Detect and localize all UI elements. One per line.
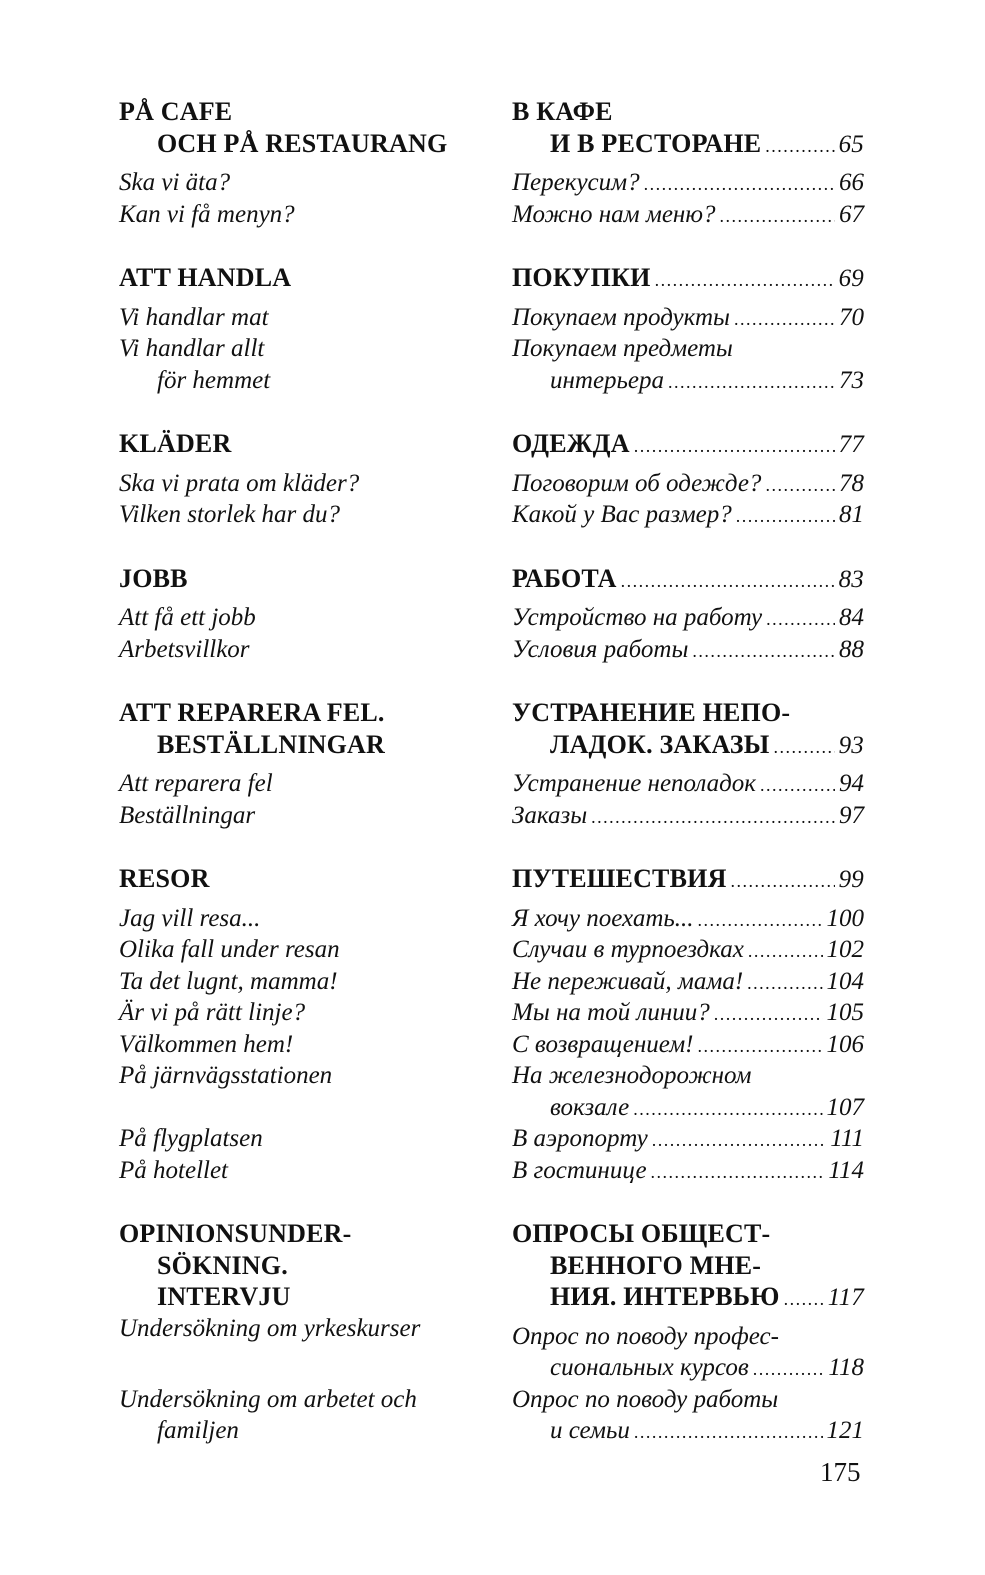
section-title: ПОКУПКИ: [512, 263, 651, 292]
section-title: ATT REPARERA FEL.: [119, 698, 385, 727]
page-ref: 107: [826, 1093, 864, 1121]
page-ref: 83: [838, 565, 864, 593]
page-ref: 88: [839, 635, 864, 663]
leader-dots: [731, 866, 835, 898]
toc-item: В аэропорту: [512, 1125, 648, 1152]
section-title: НИЯ. ИНТЕРВЬЮ: [550, 1282, 780, 1311]
toc-entry[interactable]: [512, 428, 864, 460]
leader-dots: [766, 604, 835, 636]
section-title: УСТРАНЕНИЕ НЕПО-: [512, 698, 791, 727]
page-ref: 81: [839, 501, 864, 528]
leader-dots: [621, 566, 835, 598]
toc-right-column: [512, 96, 864, 1447]
leader-dots: [765, 131, 834, 163]
section-title: OCH PÅ RESTAURANG: [157, 128, 448, 158]
page-ref: 114: [828, 1156, 864, 1184]
section-title: ОПРОСЫ ОБЩЕСТ-: [512, 1219, 771, 1248]
toc-item: Опрос по поводу работы: [512, 1385, 779, 1413]
leader-dots: [644, 169, 835, 201]
leader-dots: [748, 936, 823, 968]
page-ref: 121: [826, 1417, 864, 1444]
page-number: 175: [820, 1457, 861, 1487]
toc-item: вокзале: [550, 1093, 630, 1121]
toc-item: Vi handlar mat: [119, 303, 269, 331]
section-title: В КАФЕ: [512, 97, 613, 126]
leader-dots: [698, 905, 823, 937]
section-title: SÖKNING.: [157, 1250, 288, 1280]
page-ref: 105: [826, 999, 864, 1026]
toc-entry[interactable]: [512, 1281, 864, 1313]
toc-item: интерьера: [550, 366, 665, 394]
section-title: ОДЕЖДА: [512, 429, 630, 458]
leader-dots: [655, 265, 835, 297]
toc-item: Ta det lugnt, mamma!: [119, 967, 338, 995]
spacer: [119, 1352, 479, 1384]
toc-entry[interactable]: [512, 997, 864, 1029]
toc-entry[interactable]: [512, 199, 864, 231]
section-title: РАБОТА: [512, 563, 617, 593]
page-ref: 78: [839, 469, 864, 497]
toc-item: Undersökning om arbetet och: [119, 1385, 417, 1413]
section-title: PÅ CAFE: [119, 97, 233, 126]
toc-item: Kan vi få menyn?: [119, 200, 295, 228]
toc-entry[interactable]: [512, 128, 864, 160]
toc-entry[interactable]: [512, 468, 864, 500]
toc-item: Покупаем предметы: [512, 335, 733, 362]
section-title: INTERVJU: [157, 1282, 291, 1311]
leader-dots: [634, 431, 835, 463]
toc-item: På flygplatsen: [119, 1125, 263, 1152]
toc-entry[interactable]: [512, 863, 864, 895]
toc-item: På hotellet: [119, 1156, 228, 1184]
leader-dots: [734, 304, 835, 336]
toc-entry[interactable]: [512, 563, 864, 595]
section-title: И В РЕСТОРАНЕ: [550, 128, 762, 158]
toc-item: Устранение неполадок: [512, 770, 756, 797]
toc-entry[interactable]: [512, 302, 864, 334]
toc-item: Заказы: [512, 801, 588, 829]
leader-dots: [697, 1031, 822, 1063]
leader-dots: [634, 1417, 823, 1449]
section-title: RESOR: [119, 864, 210, 893]
leader-dots: [719, 201, 835, 233]
toc-left-column: [119, 96, 479, 1447]
toc-item: familjen: [157, 1417, 239, 1444]
toc-item: Välkommen hem!: [119, 1030, 294, 1058]
toc-item: Можно нам меню?: [512, 200, 716, 228]
toc-entry[interactable]: [512, 602, 864, 634]
page-ref: 84: [839, 604, 864, 631]
toc-item: и семьи: [550, 1417, 630, 1444]
toc-item: Мы на той линии?: [512, 999, 710, 1026]
leader-dots: [747, 968, 822, 1000]
section-title: ВЕННОГО МНЕ-: [550, 1250, 762, 1280]
leader-dots: [651, 1157, 825, 1189]
page-ref: 102: [826, 936, 864, 963]
leader-dots: [773, 732, 834, 764]
page-ref: 67: [839, 200, 864, 228]
leader-dots: [736, 501, 835, 533]
toc-item: Beställningar: [119, 801, 256, 829]
toc-entry[interactable]: [512, 1123, 864, 1155]
toc-entry[interactable]: [512, 768, 864, 800]
section-title: ЛАДОК. ЗАКАЗЫ: [550, 729, 770, 759]
toc-item: Опрос по поводу профес-: [512, 1322, 779, 1350]
toc-entry[interactable]: [512, 365, 864, 397]
page-ref: 118: [828, 1354, 864, 1381]
leader-dots: [652, 1125, 826, 1157]
leader-dots: [760, 770, 835, 802]
toc-item: Är vi på rätt linje?: [119, 999, 306, 1026]
page-ref: 93: [838, 731, 864, 759]
section-title: JOBB: [119, 563, 188, 593]
toc-entry[interactable]: [512, 1029, 864, 1061]
leader-dots: [668, 367, 835, 399]
spacer: [119, 1092, 479, 1124]
page-ref: 100: [826, 904, 864, 932]
toc-item: Поговорим об одежде?: [512, 469, 762, 497]
leader-dots: [753, 1354, 825, 1386]
toc-item: Случаи в турпоездках: [512, 936, 744, 963]
toc-item: för hemmet: [157, 366, 271, 394]
toc-entry[interactable]: [512, 729, 864, 761]
page-ref: 70: [839, 303, 864, 331]
page-ref: 111: [830, 1125, 864, 1152]
toc-item: Покупаем продукты: [512, 303, 730, 331]
toc-item: Arbetsvillkor: [119, 635, 250, 663]
page-ref: 65: [838, 130, 864, 158]
toc-item: Не переживай, мама!: [512, 967, 744, 995]
toc-item: Ska vi äta?: [119, 169, 231, 196]
toc-item: Ska vi prata om kläder?: [119, 469, 360, 497]
leader-dots: [714, 999, 823, 1031]
toc-entry[interactable]: [512, 1352, 864, 1384]
toc-entry[interactable]: [512, 262, 864, 294]
leader-dots: [784, 1284, 824, 1316]
toc-entry[interactable]: [512, 634, 864, 666]
toc-entry[interactable]: [512, 167, 864, 199]
toc-item: Устройство на работу: [512, 604, 763, 631]
leader-dots: [692, 636, 835, 668]
section-title: KLÄDER: [119, 429, 232, 458]
toc-item: Att reparera fel: [119, 770, 273, 797]
toc-item: Jag vill resa...: [119, 904, 261, 932]
leader-dots: [633, 1094, 822, 1126]
page-ref: 77: [838, 431, 864, 458]
page-ref: 106: [826, 1030, 864, 1058]
page-ref: 97: [839, 801, 864, 829]
toc-item: На железнодорожном: [512, 1062, 752, 1089]
section-title: ATT HANDLA: [119, 263, 292, 292]
toc-item: В гостинице: [512, 1156, 647, 1184]
page-ref: 73: [839, 366, 864, 394]
toc-entry[interactable]: [512, 499, 864, 531]
toc-item: Перекусим?: [512, 169, 640, 196]
toc-entry[interactable]: [512, 800, 864, 832]
toc-item: Vi handlar allt: [119, 335, 265, 362]
page-ref: 66: [839, 169, 864, 196]
toc-item: På järnvägsstationen: [119, 1062, 333, 1089]
toc-entry[interactable]: [512, 903, 864, 935]
toc-entry[interactable]: [512, 934, 864, 966]
toc-item: С возвращением!: [512, 1030, 694, 1058]
page-ref: 104: [826, 967, 864, 995]
toc-item: Vilken storlek har du?: [119, 501, 341, 528]
toc-item: Undersökning om yrkeskurser: [119, 1314, 421, 1342]
toc-entry[interactable]: [512, 1415, 864, 1447]
toc-entry[interactable]: [512, 1092, 864, 1124]
page-ref: 69: [838, 265, 864, 292]
leader-dots: [765, 470, 835, 502]
toc-item: Какой у Вас размер?: [512, 501, 732, 528]
page-ref: 117: [827, 1284, 864, 1311]
page-ref: 99: [838, 866, 864, 893]
toc-entry[interactable]: [512, 1155, 864, 1187]
toc-item: Я хочу поехать...: [512, 904, 694, 932]
toc-item: Условия работы: [512, 635, 689, 663]
toc-item: Att få ett jobb: [119, 604, 256, 631]
toc-entry[interactable]: [512, 966, 864, 998]
section-title: ПУТЕШЕСТВИЯ: [512, 864, 727, 893]
toc-item: сиональных курсов: [550, 1354, 749, 1381]
section-title: OPINIONSUNDER-: [119, 1219, 352, 1248]
section-title: BESTÄLLNINGAR: [157, 729, 385, 759]
page-ref: 94: [839, 770, 864, 797]
leader-dots: [591, 802, 835, 834]
toc-item: Olika fall under resan: [119, 936, 340, 963]
